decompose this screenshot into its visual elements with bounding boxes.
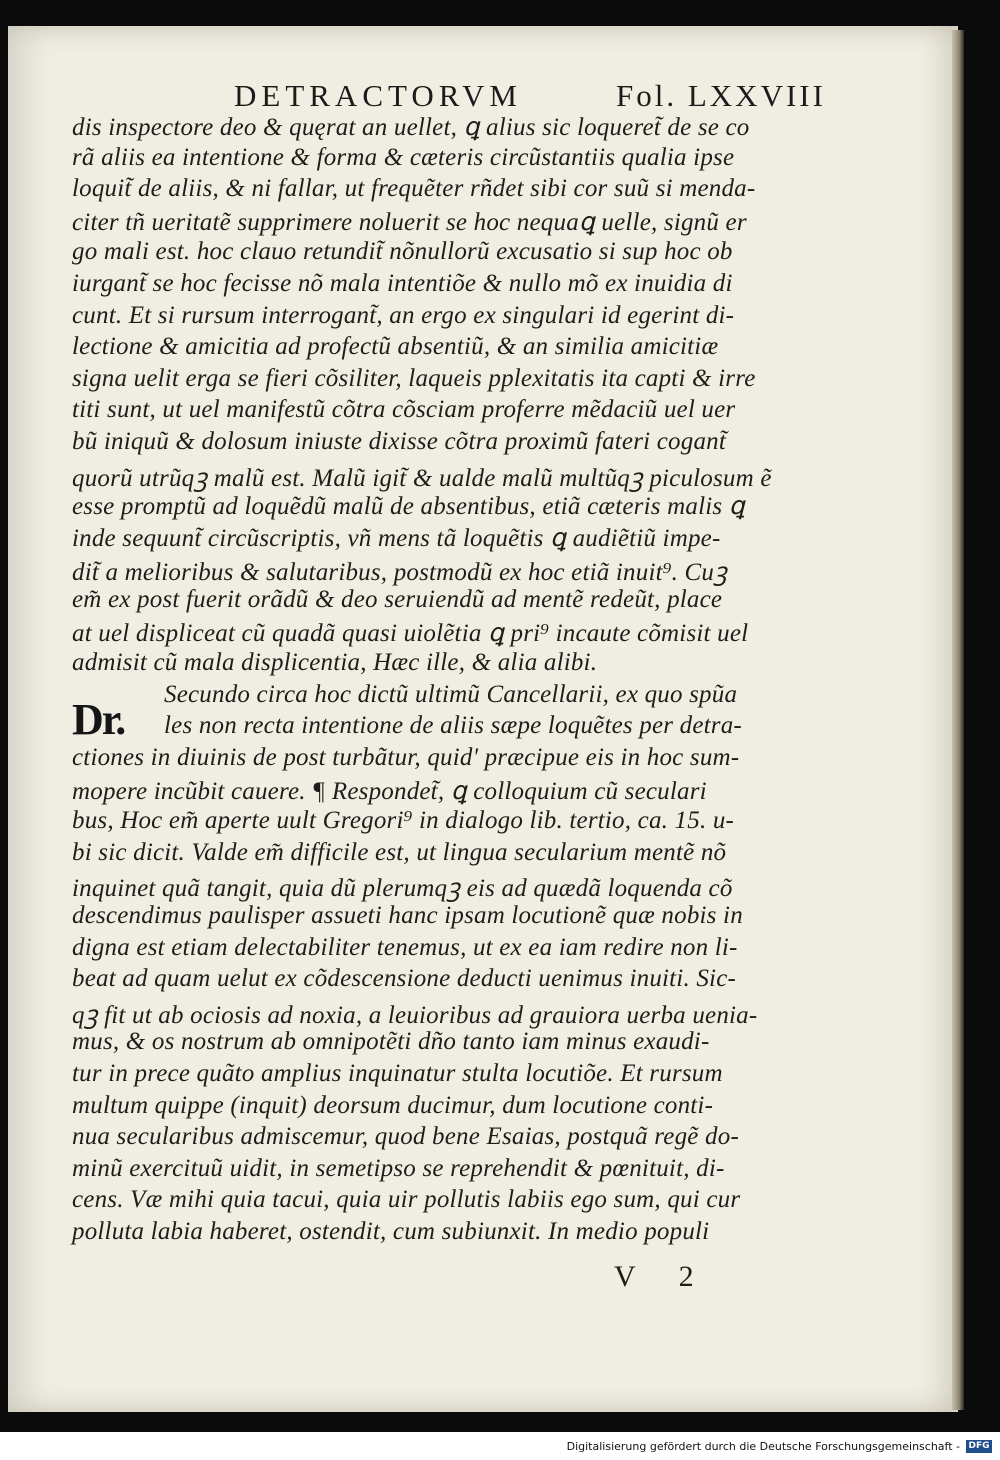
folio-number: Fol. LXXVIII [616,78,826,113]
footer-bar [0,1432,1000,1460]
text-line: go mali est. hoc clauo retundit̃ nõnullorũ excusatio si sup hoc ob [72,238,733,266]
text-line: mus, & os nostrum ab omnipotẽti dño tanto iam minus exaudi- [72,1028,710,1056]
text-line: loquit̃ de aliis, & ni fallar, ut frequẽter rñdet sibi cor suũ si menda- [72,175,756,203]
text-line: nua secularibus admiscemur, quod bene Esaias, postquã regẽ do- [72,1123,739,1151]
text-line: at uel displiceat cũ quadã quasi uiolẽtia ꝗ pri⁹ incaute cõmisit uel [72,619,749,647]
text-line: beat ad quam uelut ex cõdescensione deducti uenimus inuiti. Sic- [72,965,737,993]
text-line: titi sunt, ut uel manifestũ cõtra cõsciam proferre mẽdaciũ uel uer [72,396,736,424]
text-line: quorũ utrũqꝫ malũ est. Malũ igit̃ & ualde malũ multũqꝫ piculosum ẽ [72,464,772,492]
text-line: bi sic dicit. Valde em̃ difficile est, ut lingua secularium mentẽ nõ [72,838,727,866]
text-line: multum quippe (inquit) deorsum ducimur, dum locutione conti- [72,1091,714,1119]
text-line: digna est etiam delectabiliter tenemus, ut ex ea iam redire non li- [72,933,738,961]
text-line: em̃ ex post fuerit orãdũ & deo seruiendũ ad mentẽ redeũt, place [72,586,723,613]
text-line: cunt. Et si rursum interrogant̃, an ergo ex singulari id egerint di- [72,301,735,329]
text-line: bus, Hoc em̃ aperte uult Gregori⁹ in dialogo lib. tertio, ca. 15. u- [72,807,735,835]
decorated-initial: Dr. [72,695,125,744]
text-line: citer tñ ueritatẽ supprimere noluerit se hoc nequaꝗ uelle, signũ er [72,208,747,236]
text-line: les non recta intentione de aliis sæpe loquẽtes per detra- [164,712,742,740]
signature-mark: V 2 [614,1260,712,1293]
text-line: ctiones in diuinis de post turbãtur, quid' præcipue eis in hoc sum- [72,744,740,771]
dfg-logo: DFG [966,1440,992,1453]
text-line: signa uelit erga se fieri cõsiliter, laqueis pplexitatis ita capti & irre [72,364,756,392]
text-line: inquinet quã tangit, quia dũ plerumqꝫ eis ad quædã loquenda cõ [72,875,733,903]
text-line: inde sequunt̃ circũscriptis, vñ mens tã loquẽtis ꝗ audiẽtiũ impe- [72,524,721,552]
text-line: dis inspectore deo & quęrat an uellet, ꝗ alius sic loqueret̃ de se co [72,114,750,141]
text-line: admisit cũ mala displicentia, Hæc ille, & alia alibi. [72,649,598,677]
text-line: lectione & amicitia ad profectũ absentiũ, & an similia amicitiæ [72,333,719,361]
text-line: mopere incũbit cauere. ¶ Respondet̃, ꝗ colloquium cũ seculari [72,777,707,805]
text-line: Secundo circa hoc dictũ ultimũ Cancellarii, ex quo spũa [164,680,738,708]
running-head-title: DETRACTORVM [234,78,522,113]
text-line: rã aliis ea intentione & forma & cæteris circũstantiis qualia ipse [72,143,735,171]
text-line: dit̃ a melioribus & salutaribus, postmodũ ex hoc etiã inuit⁹. Cuꝫ [72,559,728,587]
text-line: bũ iniquũ & dolosum iniuste dixisse cõtra proximũ fateri cogant̃ [72,428,726,455]
funding-notice: Digitalisierung gefördert durch die Deutsche Forschungsgemeinschaft - [566,1440,960,1453]
text-line: polluta labia haberet, ostendit, cum subiunxit. In medio populi [72,1218,710,1245]
text-line: cens. Væ mihi quia tacui, quia uir pollutis labiis ego sum, qui cur [72,1186,741,1214]
page-edge-shadow [952,30,964,1410]
text-line: qꝫ fit ut ab ociosis ad noxia, a leuioribus ad grauiora uerba uenia- [72,1001,758,1029]
text-line: tur in prece quãto amplius inquinatur stulta locutiõe. Et rursum [72,1060,723,1087]
text-line: esse promptũ ad loquẽdũ malũ de absentibus, etiã cæteris malis ꝗ [72,493,745,521]
text-line: iurgant̃ se hoc fecisse nõ mala intentiõe & nullo mõ ex inuidia di [72,270,733,297]
text-line: descendimus paulisper assueti hanc ipsam locutionẽ quæ nobis in [72,902,743,929]
text-line: minũ exercituũ uidit, in semetipso se reprehendit & pœnituit, di- [72,1154,725,1182]
